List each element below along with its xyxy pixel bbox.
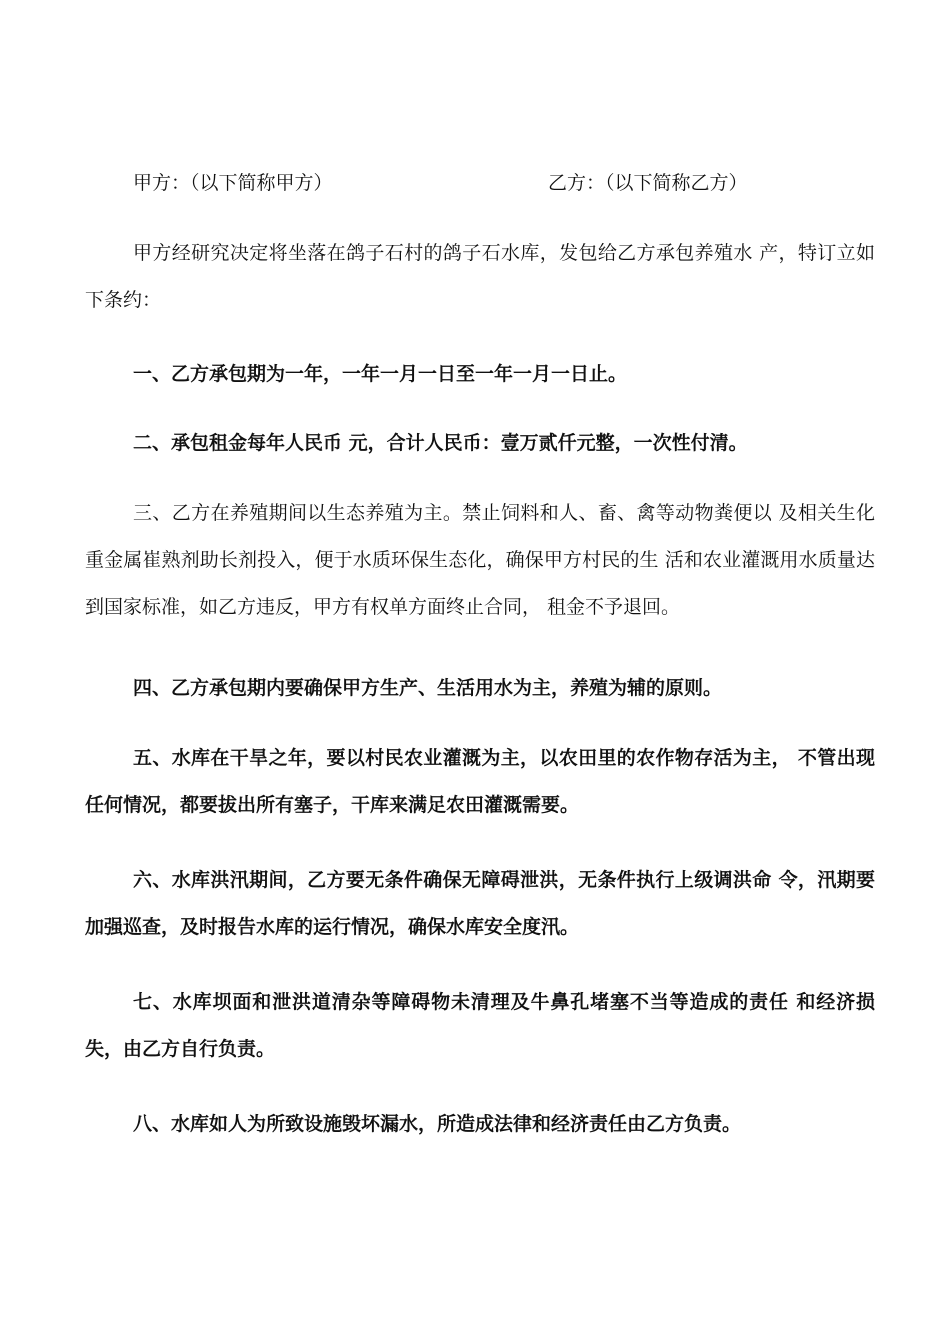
- clause-2: 二、承包租金每年人民币 元，合计人民币：壹万贰仟元整，一次性付清。: [133, 432, 748, 454]
- parties-line: [133, 168, 893, 198]
- intro-paragraph: 甲方经研究决定将坐落在鸽子石村的鸽子石水库，发包给乙方承包养殖水 产，特订立如下条约：: [85, 242, 875, 311]
- clause-4: 四、乙方承包期内要确保甲方生产、生活用水为主，养殖为辅的原则。: [133, 677, 723, 699]
- clause-5: 五、水库在干旱之年，要以村民农业灌溉为主，以农田里的农作物存活为主， 不管出现任何情况，都要拔出所有塞子，干库来满足农田灌溉需要。: [85, 747, 875, 816]
- clause-1: 一、乙方承包期为一年，一年一月一日至一年一月一日止。: [133, 363, 628, 385]
- clause-8: 八、水库如人为所致设施毁坏漏水，所造成法律和经济责任由乙方负责。: [133, 1113, 742, 1135]
- clause-6: 六、水库洪汛期间，乙方要无条件确保无障碍泄洪，无条件执行上级调洪命 令，汛期要加强巡查，及时报告水库的运行情况，确保水库安全度汛。: [85, 869, 875, 938]
- clause-7: 七、水库坝面和泄洪道清杂等障碍物未清理及牛鼻孔堵塞不当等造成的责任 和经济损失，由乙方自行负责。: [85, 991, 875, 1060]
- clause-3: 三、乙方在养殖期间以生态养殖为主。禁止饲料和人、畜、禽等动物粪便以 及相关生化重金属崔熟剂助长剂投入，便于水质环保生态化，确保甲方村民的生 活和农业灌溉用水质量达到国家标准，如乙方违反，甲方有权单方面终止合同， 租金不予退回。: [85, 502, 875, 618]
- party-a-label: 甲方：（以下简称甲方）: [133, 172, 333, 194]
- party-b-label: 乙方：（以下简称乙方）: [548, 172, 748, 194]
